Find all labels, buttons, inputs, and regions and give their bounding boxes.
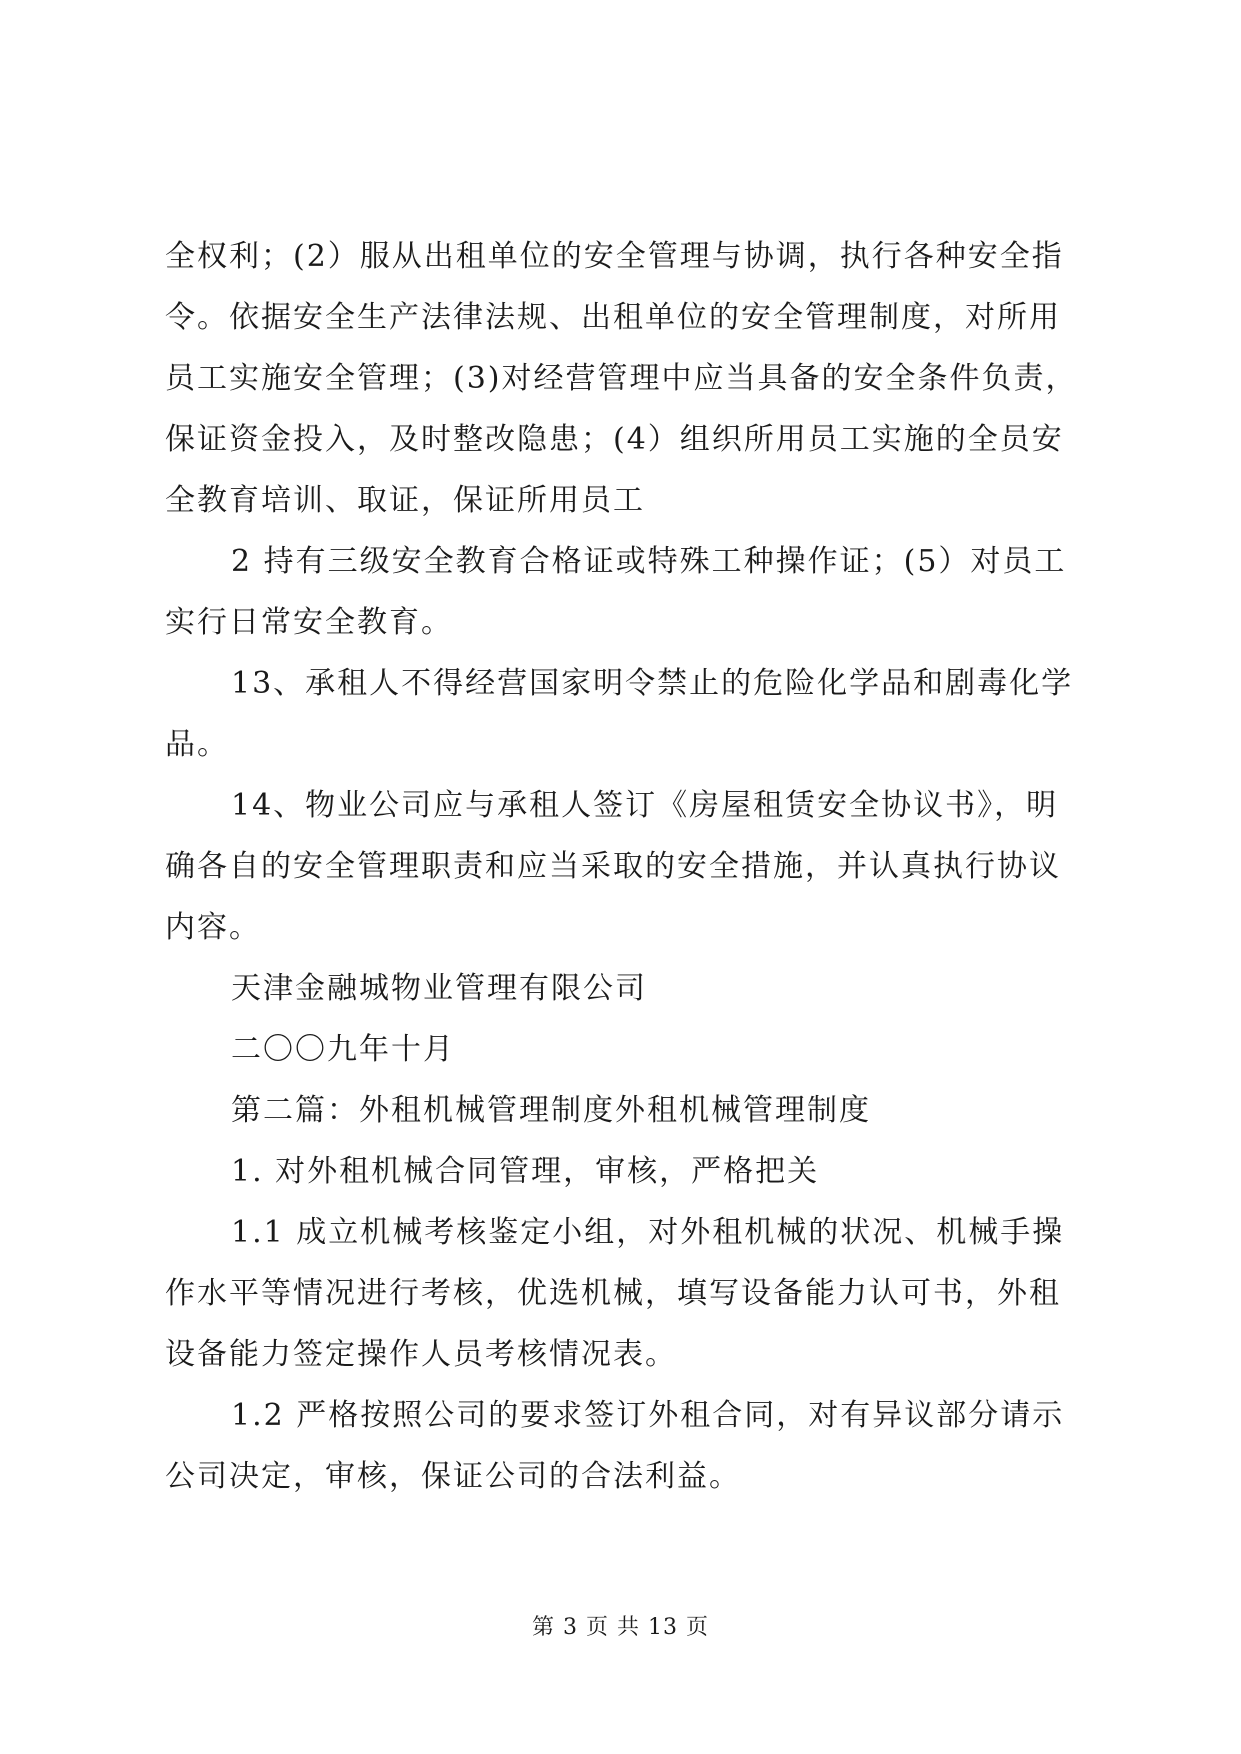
text-line: 1.1 成立机械考核鉴定小组，对外租机械的状况、机械手操: [231, 1215, 1065, 1250]
page-number-footer: 第 3 页 共 13 页: [532, 1615, 709, 1640]
document-body: [165, 226, 1095, 1507]
text-line: 设备能力签定操作人员考核情况表。: [165, 1337, 677, 1372]
text-line: 1.2 严格按照公司的要求签订外租合同，对有异议部分请示: [231, 1398, 1065, 1433]
text-line: 员工实施安全管理；(3)对经营管理中应当具备的安全条件负责，: [165, 361, 1078, 396]
text-line: 14、物业公司应与承租人签订《房屋租赁安全协议书》，明: [231, 788, 1059, 823]
text-line: 13、承租人不得经营国家明令禁止的危险化学品和剧毒化学: [231, 666, 1074, 701]
text-line: 保证资金投入，及时整改隐患；(4）组织所用员工实施的全员安: [165, 422, 1064, 457]
text-line: 2 持有三级安全教育合格证或特殊工种操作证；(5）对员工: [231, 544, 1067, 579]
text-line: 全权利；(2）服从出租单位的安全管理与协调，执行各种安全指: [165, 239, 1064, 274]
text-line: 作水平等情况进行考核，优选机械，填写设备能力认可书，外租: [165, 1276, 1061, 1311]
text-line: 品。: [165, 727, 229, 762]
text-line: 1. 对外租机械合同管理，审核，严格把关: [231, 1154, 820, 1189]
text-line: 公司决定，审核，保证公司的合法利益。: [165, 1459, 741, 1494]
text-line: 实行日常安全教育。: [165, 605, 453, 640]
text-line: 内容。: [165, 910, 261, 945]
company-name: 天津金融城物业管理有限公司: [231, 971, 647, 1006]
text-line: 令。依据安全生产法律法规、出租单位的安全管理制度，对所用: [165, 300, 1061, 335]
section-heading: 第二篇：外租机械管理制度外租机械管理制度: [231, 1093, 871, 1128]
document-date: 二〇〇九年十月: [231, 1032, 455, 1067]
text-line: 确各自的安全管理职责和应当采取的安全措施，并认真执行协议: [165, 849, 1061, 884]
text-line: 全教育培训、取证，保证所用员工: [165, 483, 645, 518]
